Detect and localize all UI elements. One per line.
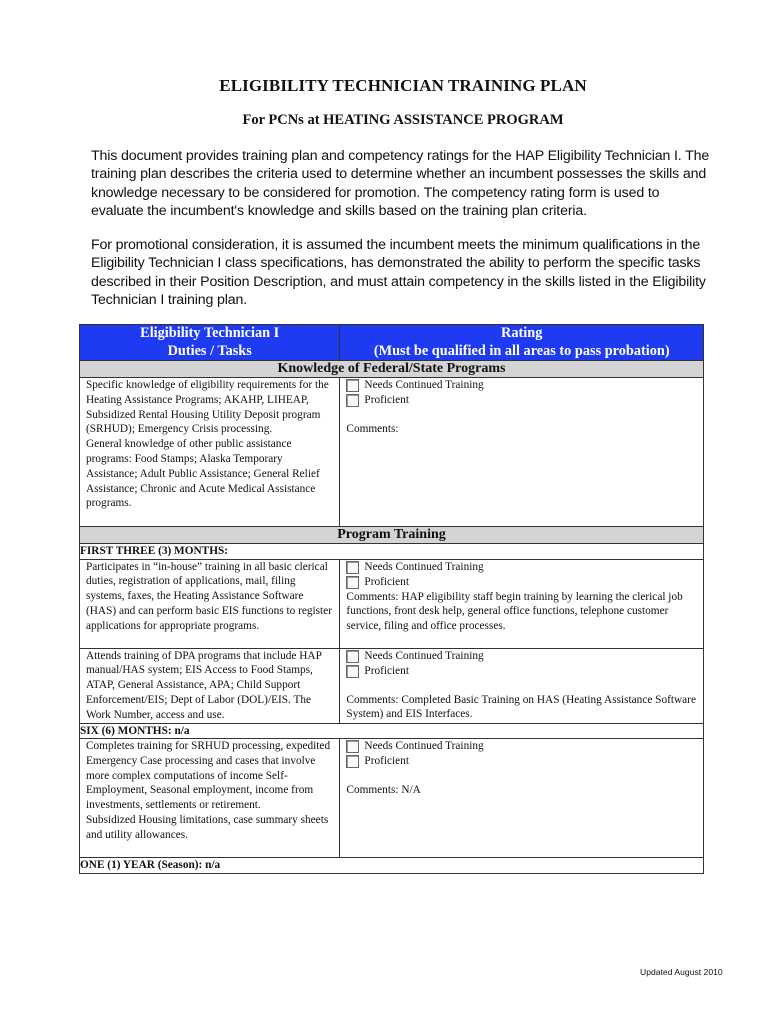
needs-training-option[interactable]: Needs Continued Training (346, 739, 700, 754)
phase-heading: ONE (1) YEAR (Season): n/a (80, 858, 704, 874)
checkbox-proficient[interactable] (346, 755, 359, 768)
rating-header (340, 325, 704, 361)
task-cell (80, 378, 340, 527)
duties-header (80, 325, 340, 361)
table-header-row (80, 325, 704, 361)
proficient-option[interactable]: Proficient (346, 664, 700, 679)
rating-header-line1: Rating (501, 325, 543, 341)
table-row (80, 559, 704, 648)
task-text: General knowledge of other public assistance programs: Food Stamps; Alaska Temporary Assistance; Adult Public Assistance; General Relief Assistance; Chronic and Acute Medical Assistance programs. (86, 438, 320, 510)
checkbox-needs-training[interactable] (346, 740, 359, 753)
proficient-option[interactable]: Proficient (346, 754, 700, 769)
task-cell (80, 739, 340, 858)
checkbox-proficient[interactable] (346, 394, 359, 407)
table-row (80, 739, 704, 858)
task-text: Specific knowledge of eligibility requirements for the Heating Assistance Programs; AKAHP, LIHEAP, Subsidized Rental Housing Utility Deposit program (SRHUD); Emergency Crisis processing. (86, 379, 329, 436)
needs-training-option[interactable]: Needs Continued Training (346, 560, 700, 575)
needs-training-option[interactable]: Needs Continued Training (346, 649, 700, 664)
needs-training-option[interactable]: Needs Continued Training (346, 378, 700, 393)
rating-cell (340, 648, 704, 723)
checkbox-proficient[interactable] (346, 576, 359, 589)
table-row (80, 378, 704, 527)
task-cell (80, 559, 340, 648)
training-plan-table (79, 324, 704, 874)
comments-text: Comments: HAP eligibility staff begin training by learning the clerical job functions, front desk help, general office functions, telephone customer service, filing and office processes. (346, 590, 683, 633)
checkbox-needs-training[interactable] (346, 650, 359, 663)
intro-paragraph-2: For promotional consideration, it is assumed the incumbent meets the minimum qualifications in the Eligibility Technician I class specifications, has demonstrated the ability to perform the specific tasks described in their Position Description, and must attain competency in the skills listed in the Eligibility Technician I training plan. (91, 237, 706, 308)
phase-row (80, 723, 704, 739)
section-row-knowledge (80, 361, 704, 378)
duties-header-line1: Eligibility Technician I (140, 325, 280, 341)
document-subtitle: For PCNs at HEATING ASSISTANCE PROGRAM (242, 112, 564, 128)
phase-heading: SIX (6) MONTHS: n/a (80, 723, 704, 739)
rating-cell (340, 378, 704, 527)
document-title: ELIGIBILITY TECHNICIAN TRAINING PLAN (219, 76, 587, 95)
phase-row (80, 858, 704, 874)
task-text: Attends training of DPA programs that include HAP manual/HAS system; EIS Access to Food Stamps, ATAP, General Assistance, APA; Child Support Enforcement/EIS; Dept of Labor (DOL)/EIS. The Work Number, access and use. (86, 649, 322, 721)
comments-text: Comments: N/A (346, 784, 421, 796)
proficient-option[interactable]: Proficient (346, 393, 700, 408)
task-cell (80, 648, 340, 723)
rating-cell (340, 739, 704, 858)
task-text: Completes training for SRHUD processing, expedited Emergency Case processing and cases that involve more complex computations of income Self-Employment, Seasonal employment, income from investments, settlements or retirement. (86, 740, 331, 812)
section-row-program-training (80, 527, 704, 544)
comments-text: Comments: Completed Basic Training on HAS (Heating Assistance Software System) and EIS Interfaces. (346, 693, 696, 721)
rating-header-line2: (Must be qualified in all areas to pass probation) (373, 342, 670, 359)
checkbox-needs-training[interactable] (346, 379, 359, 392)
task-text: Subsidized Housing limitations, case summary sheets and utility allowances. (86, 813, 329, 841)
intro-paragraph-1: This document provides training plan and competency ratings for the HAP Eligibility Technician I. The training plan describes the criteria used to determine whether an incumbent possesses the skills and knowledge necessary to be considered for promotion. The competency rating form is used to evaluate the incumbent's knowledge and skills based on the training plan criteria. (91, 148, 710, 219)
updated-footer: Updated August 2010 (640, 967, 723, 977)
proficient-option[interactable]: Proficient (346, 575, 700, 590)
phase-row (80, 544, 704, 560)
task-text: Participates in “in-house” training in all basic clerical duties, registration of applications, mail, filing systems, faxes, the Heating Assistance Software (HAS) and can perform basic EIS functions to register applications for appropriate programs. (86, 560, 332, 632)
phase-heading: FIRST THREE (3) MONTHS: (80, 544, 704, 560)
duties-header-line2: Duties / Tasks (167, 342, 252, 359)
section-heading: Program Training (80, 527, 704, 544)
section-heading: Knowledge of Federal/State Programs (80, 361, 704, 378)
checkbox-needs-training[interactable] (346, 561, 359, 574)
checkbox-proficient[interactable] (346, 665, 359, 678)
rating-cell (340, 559, 704, 648)
comments-text: Comments: (346, 423, 399, 435)
table-row (80, 648, 704, 723)
